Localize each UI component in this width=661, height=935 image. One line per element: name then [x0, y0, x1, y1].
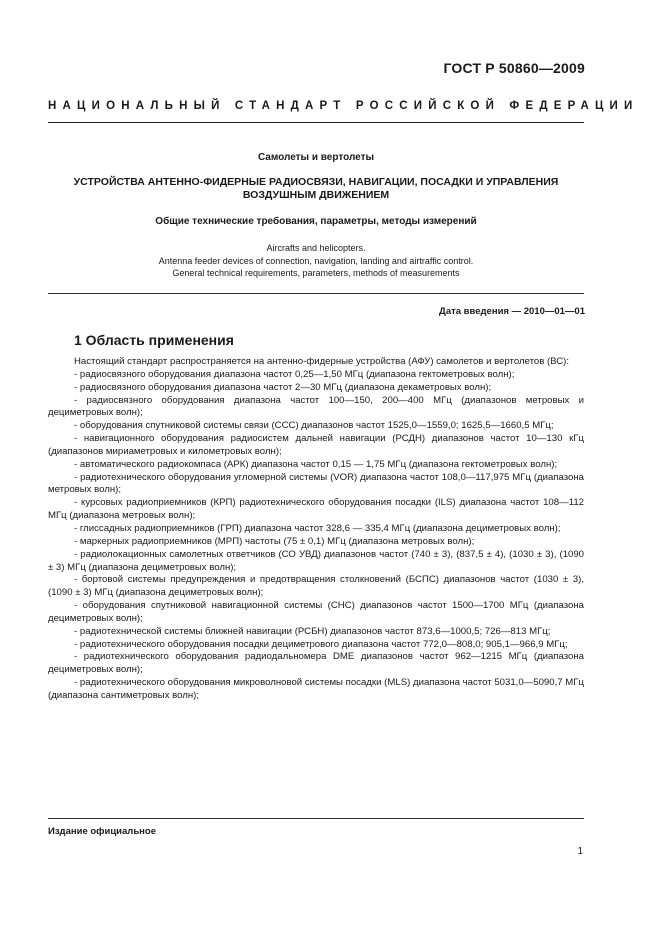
english-title-line: Antenna feeder devices of connection, navigation, landing and airtraffic control. [158, 255, 474, 266]
header-divider [48, 122, 584, 123]
footer-divider [48, 818, 584, 819]
english-title [48, 242, 584, 280]
document-subject: Самолеты и вертолеты [257, 152, 375, 163]
english-title-line: Aircrafts and helicopters. [266, 243, 366, 253]
english-title-line: General technical requirements, parameters, methods of measurements [172, 268, 460, 279]
page-number: 1 [577, 846, 583, 857]
section-heading: 1 Область применения [74, 332, 234, 348]
list-item: - навигационного оборудования радиосистем дальней навигации (РСДН) диапазонов частот 10—130 кГц (диапазонов мириаметровых и километровых волн); [48, 433, 584, 457]
introduction-date: Дата введения — 2010—01—01 [439, 306, 585, 317]
document-code: ГОСТ Р 50860—2009 [443, 60, 585, 76]
document-title [48, 176, 584, 202]
list-item: - оборудования спутниковой навигационной системы (СНС) диапазонов частот 1500—1700 МГц (диапазона дециметровых волн); [48, 600, 584, 624]
title-divider [48, 293, 584, 294]
list-item: - радиосвязного оборудования диапазона частот 2—30 МГц (диапазона декаметровых волн); [74, 381, 492, 393]
list-item: - маркерных радиоприемников (МРП) частоты (75 ± 0,1) МГц (диапазона метровых волн); [74, 535, 475, 547]
section-body [48, 356, 584, 703]
list-item: - радиолокационных самолетных ответчиков (СО УВД) диапазонов частот (740 ± 3), (837,5 ± 4), (1030 ± 3), (1090 ± 3) МГц (диапазона дециметровых волн); [48, 548, 584, 573]
document-title-line-1: УСТРОЙСТВА АНТЕННО-ФИДЕРНЫЕ РАДИОСВЯЗИ, НАВИГАЦИИ, ПОСАДКИ И УПРАВЛЕНИЯ [73, 176, 559, 188]
list-item: - радиотехнического оборудования радиодальномера DME диапазонов частот 962—1215 МГц (диапазона дециметровых волн); [48, 651, 584, 676]
document-subtitle: Общие технические требования, параметры, методы измерений [155, 216, 477, 227]
list-item: - бортовой системы предупреждения и предотвращения столкновений (БСПС) диапазонов частот (1030 ± 3), (1090 ± 3) МГц (диапазона дециметровых волн); [48, 574, 584, 599]
list-item: - радиотехнического оборудования угломерной системы (VOR) диапазона частот 108,0—117,975 МГц (диапазона метровых волн); [48, 471, 584, 496]
body-paragraph: Настоящий стандарт распространяется на антенно-фидерные устройства (АФУ) самолетов и вертолетов (ВС): [74, 356, 570, 367]
list-item: - радиосвязного оборудования диапазона частот 100—150, 200—400 МГц (диапазонов метровых и дециметровых волн); [48, 394, 584, 419]
list-item: - оборудования спутниковой системы связи (ССС) диапазонов частот 1525,0—1559,0; 1625,5—1660,5 МГц; [74, 420, 554, 432]
edition-label: Издание официальное [48, 826, 156, 837]
list-item: - курсовых радиоприемников (КРП) радиотехнического оборудования посадки (ILS) диапазона частот 108—112 МГц (диапазона метровых волн); [48, 497, 584, 522]
list-item: - глиссадных радиоприемников (ГРП) диапазона частот 328,6 — 335,4 МГц (диапазона дециметровых волн); [74, 522, 561, 534]
list-item: - автоматического радиокомпаса (АРК) диапазона частот 0,15 — 1,75 МГц (диапазона гектометровых волн); [74, 458, 558, 470]
list-item: - радиотехнического оборудования посадки дециметрового диапазона частот 772,0—808,0; 905,1—966,9 МГц; [74, 638, 568, 650]
document-title-line-2: ВОЗДУШНЫМ ДВИЖЕНИЕМ [242, 189, 390, 201]
list-item: - радиотехнической системы ближней навигации (РСБН) диапазонов частот 873,6—1000,5; 726—813 МГц; [74, 625, 551, 637]
list-item: - радиосвязного оборудования диапазона частот 0,25—1,50 МГц (диапазона гектометровых волн); [74, 368, 515, 380]
list-item: - радиотехнического оборудования микроволновой системы посадки (MLS) диапазона частот 5031,0—5090,7 МГц (диапазона сантиметровых волн); [48, 677, 584, 701]
national-standard-heading: НАЦИОНАЛЬНЫЙ СТАНДАРТ РОССИЙСКОЙ ФЕДЕРАЦИИ [48, 100, 639, 112]
